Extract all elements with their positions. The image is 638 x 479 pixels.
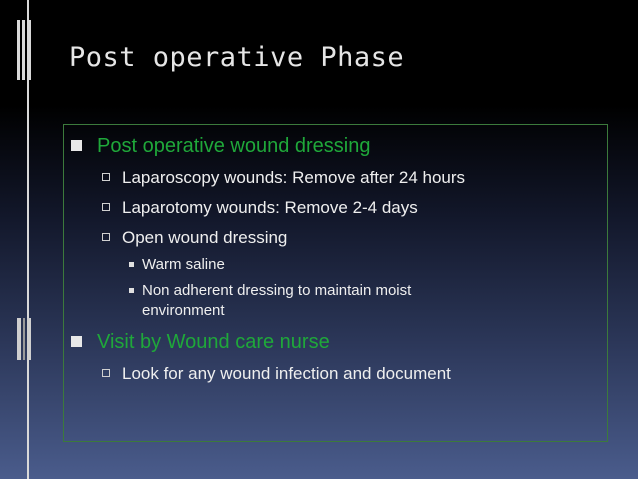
item-text: Laparoscopy wounds: Remove after 24 hours: [122, 168, 466, 187]
item-text: Look for any wound infection and document: [122, 364, 451, 383]
heading-text: Post operative wound dressing: [97, 135, 371, 157]
hollow-square-bullet-icon: [102, 203, 110, 211]
item-text: Laparotomy wounds: Remove 2-4 days: [122, 198, 418, 217]
mid-left-decoration: [17, 318, 31, 360]
heading-text: Visit by Wound care nurse: [97, 331, 330, 353]
list-item: [64, 167, 607, 189]
small-square-bullet-icon: [129, 288, 134, 293]
hollow-square-bullet-icon: [102, 173, 110, 181]
sub-list-item: [64, 255, 607, 275]
item-text: Open wound dressing: [122, 228, 288, 247]
bullet-list: [64, 125, 607, 385]
section-heading-visit: [64, 329, 607, 355]
subitem-text: Non adherent dressing to maintain moist: [142, 282, 412, 299]
section-heading-dressing: [64, 133, 607, 159]
hollow-square-bullet-icon: [102, 233, 110, 241]
list-item: [64, 363, 607, 385]
slide-title: Post operative Phase: [69, 42, 405, 73]
sub-list-item: [64, 281, 607, 321]
content-box: [63, 124, 608, 442]
list-item: [64, 197, 607, 219]
list-item: [64, 227, 607, 249]
square-bullet-icon: [71, 140, 82, 151]
hollow-square-bullet-icon: [102, 369, 110, 377]
small-square-bullet-icon: [129, 262, 134, 267]
subitem-text: Warm saline: [142, 256, 225, 273]
subitem-text-continuation: environment: [142, 302, 225, 319]
square-bullet-icon: [71, 336, 82, 347]
top-left-decoration: [17, 20, 31, 80]
